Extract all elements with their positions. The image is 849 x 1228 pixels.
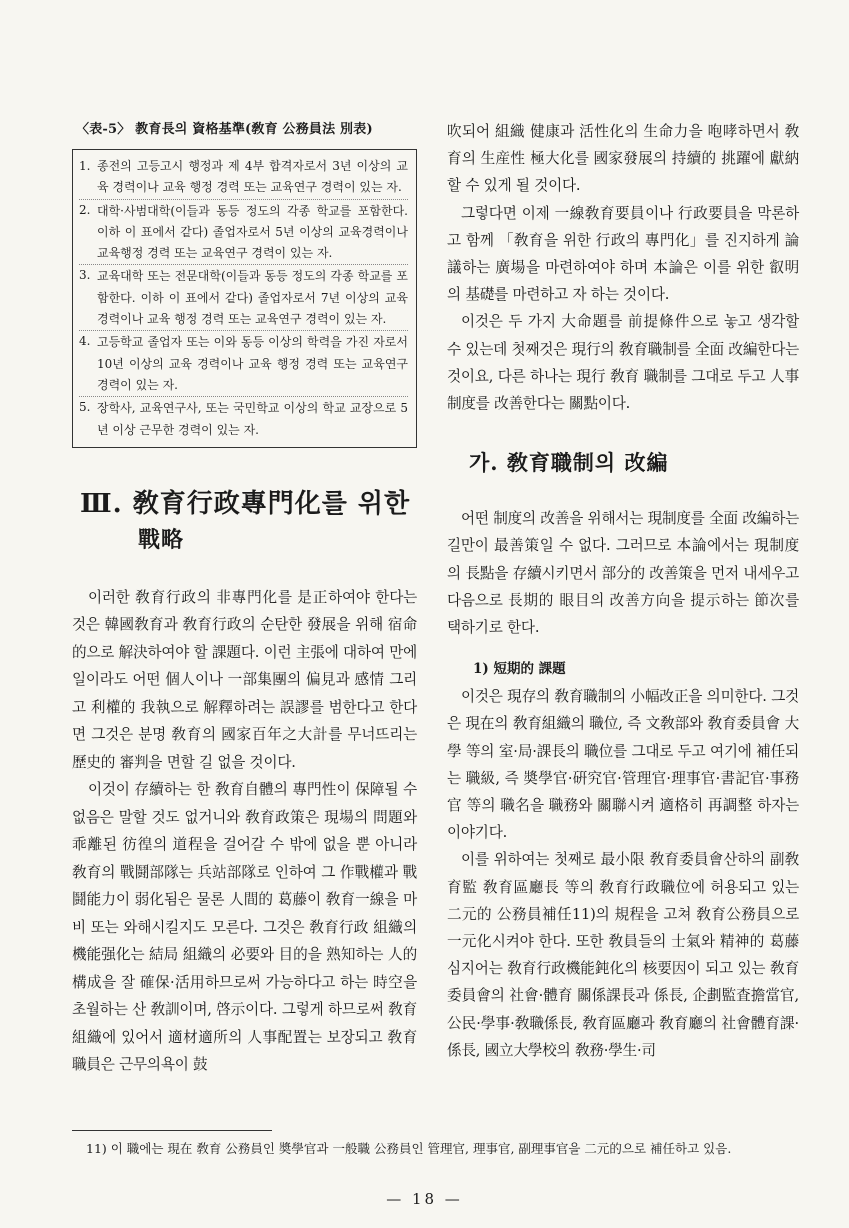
qualification-table bbox=[72, 149, 417, 448]
body-paragraph: 그렇다면 이제 一線敎育要員이나 行政要員을 막론하고 함께 「敎育을 위한 行政의 專門化」를 진지하게 論議하는 廣場을 마련하여야 하며 本論은 이를 위한 叡明의 基礎를 마련하고 자 하는 것이다. bbox=[447, 204, 799, 304]
section-title-line1: Ⅲ. 敎育行政專門化를 위한 bbox=[80, 488, 411, 519]
table-item-number: 1. bbox=[79, 159, 91, 173]
body-paragraph: 이것이 存續하는 한 敎育自體의 專門性이 保障될 수 없음은 말할 것도 없거니와 敎育政策은 現場의 問題와 乖離된 彷徨의 道程을 걸어갈 수 밖에 없을 뿐 아니라 敎育의 戰鬪部隊는 兵站部隊로 인하여 그 作戰權과 戰鬪能力이 弱化됨은 물론 人間的 葛藤이 敎育一線을 마비 또는 와해시킬지도 모른다. 그것은 敎育行政 組織의 機能强化는 結局 組織의 必要와 目的을 熟知하는 人的 構成을 잘 確保·活用하므로써 가능하다고 하는 時空을 초월하는 산 敎訓이며, 啓示이다. 그렇게 하므로써 敎育 組織에 있어서 適材適所의 人事配置는 보장되고 敎育職員은 근무의욕이 鼓 bbox=[72, 781, 417, 1074]
subsection-title: 가. 敎育職制의 改編 bbox=[469, 450, 669, 476]
table-item-text: 종전의 고등고시 행정과 제 4부 합격자로서 3년 이상의 교육 경력이나 교육 행정 경력 또는 교육연구 경력이 있는 자. bbox=[97, 159, 408, 195]
body-paragraph: 이러한 敎育行政의 非專門化를 是正하여야 한다는 것은 韓國敎育과 敎育行政의 순탄한 發展을 위해 宿命的으로 解決하여야 할 課題다. 이런 主張에 대하여 만에 일이라도 어떤 個人이나 一部集團의 偏見과 感情 그리고 利權的 我執으로 解釋하려는 誤謬를 범한다고 한다면 그것은 분명 敎育의 國家百年之大計를 무너뜨리는 歷史的 審判을 면할 길 없을 것이다. bbox=[72, 588, 417, 771]
table-item-text: 대학·사범대학(이들과 동등 정도의 각종 학교를 포함한다. 이하 이 표에서 같다) 졸업자로서 5년 이상의 교육경력이나 교육행정 경력 또는 교육연구 경력이 있는 자. bbox=[97, 203, 408, 261]
table-item bbox=[79, 330, 408, 396]
subsubsection-title: 1) 短期的 課題 bbox=[473, 661, 566, 678]
body-paragraph: 이것은 두 가지 大命題를 前提條件으로 놓고 생각할 수 있는데 첫째것은 現行의 敎育職制를 全面 改編한다는 것이요, 다른 하나는 現行 敎育 職制를 그대로 두고 人事制度를 改善한다는 關點이다. bbox=[447, 313, 799, 413]
body-paragraph: 이를 위하여는 첫째로 最小限 敎育委員會산하의 副敎育監 敎育區廳長 等의 敎育行政職位에 허용되고 있는 二元的 公務員補任11)의 規程을 고쳐 敎育公務員으로 一元化시켜야 한다. 또한 敎員들의 士氣와 精神的 葛藤 심지어는 敎育行政機能鈍化의 核要因이 되고 있는 敎育委員會의 社會·體育 關係課長과 係長, 企劃監査擔當官, 公民·學事·敎職係長, 敎育區廳과 敎育廳의 社會體育課·係長, 國立大學校의 敎務·學生·司 bbox=[447, 851, 799, 1059]
table-item-number: 4. bbox=[79, 334, 91, 349]
right-body-middle bbox=[447, 505, 799, 641]
body-paragraph: 어떤 制度의 改善을 위해서는 現制度를 全面 改編하는 길만이 最善策일 수 없다. 그러므로 本論에서는 現制度의 長點을 存續시키면서 部分的 改善策을 먼저 내세우고 다음으로 長期的 眼目의 改善方向을 提示하는 節次를 택하기로 한다. bbox=[447, 510, 799, 637]
table-item bbox=[79, 264, 408, 330]
section-heading bbox=[80, 486, 417, 558]
table-item-text: 장학사, 교육연구사, 또는 국민학교 이상의 학교 교장으로 5년 이상 근무한 경력이 있는 자. bbox=[97, 401, 408, 437]
footnote-rule bbox=[72, 1130, 272, 1131]
table-item bbox=[79, 199, 408, 265]
table-caption: 〈表-5〉 教育長의 資格基準(敎育 公務員法 別表) bbox=[76, 122, 373, 137]
table-item-number: 5. bbox=[79, 400, 91, 415]
table-item-text: 고등학교 졸업자 또는 이와 동등 이상의 학력을 가진 자로서 10년 이상의 교육 경력이나 교육 행정 경력 또는 교육연구 경력이 있는 자. bbox=[97, 335, 408, 392]
body-paragraph: 이것은 現存의 敎育職制의 小幅改正을 의미한다. 그것은 現在의 敎育組織의 職位, 즉 文敎部와 敎育委員會 大學 等의 室·局·課長의 職位를 그대로 두고 여기에 補任되는 職級, 즉 奬學官·硏究官·管理官·理事官·書記官·事務官 等의 職名을 職務와 關聯시켜 適格히 再調整 하자는 이야기다. bbox=[447, 688, 799, 842]
table-item bbox=[79, 396, 408, 441]
left-column bbox=[72, 118, 417, 1079]
table-item bbox=[79, 156, 408, 199]
right-column bbox=[447, 118, 799, 1064]
right-body-bottom bbox=[447, 683, 799, 1064]
table-item-number: 2. bbox=[79, 202, 91, 217]
footnote: 11) 이 職에는 現在 敎育 公務員인 奬學官과 一般職 公務員인 管理官, 理事官, 副理事官을 二元的으로 補任하고 있음. bbox=[86, 1141, 732, 1156]
section-title-line2: 戰略 bbox=[138, 526, 185, 553]
right-body-top bbox=[447, 118, 799, 417]
qualification-list bbox=[79, 156, 408, 441]
page-number: — 18 — bbox=[386, 1190, 463, 1208]
table-item-text: 교육대학 또는 전문대학(이들과 동등 정도의 각종 학교를 포함한다. 이하 이 표에서 같다) 졸업자로서 7년 이상의 교육 경력이나 교육 행정 경력 또는 교육연구 경력이 있는 자. bbox=[97, 269, 408, 327]
table-item-number: 3. bbox=[79, 268, 91, 283]
left-body bbox=[72, 584, 417, 1079]
body-paragraph: 吹되어 組織 健康과 活性化의 生命力을 咆哮하면서 敎育의 生産性 極大化를 國家發展의 持續的 挑躍에 獻納할 수 있게 될 것이다. bbox=[447, 123, 799, 195]
